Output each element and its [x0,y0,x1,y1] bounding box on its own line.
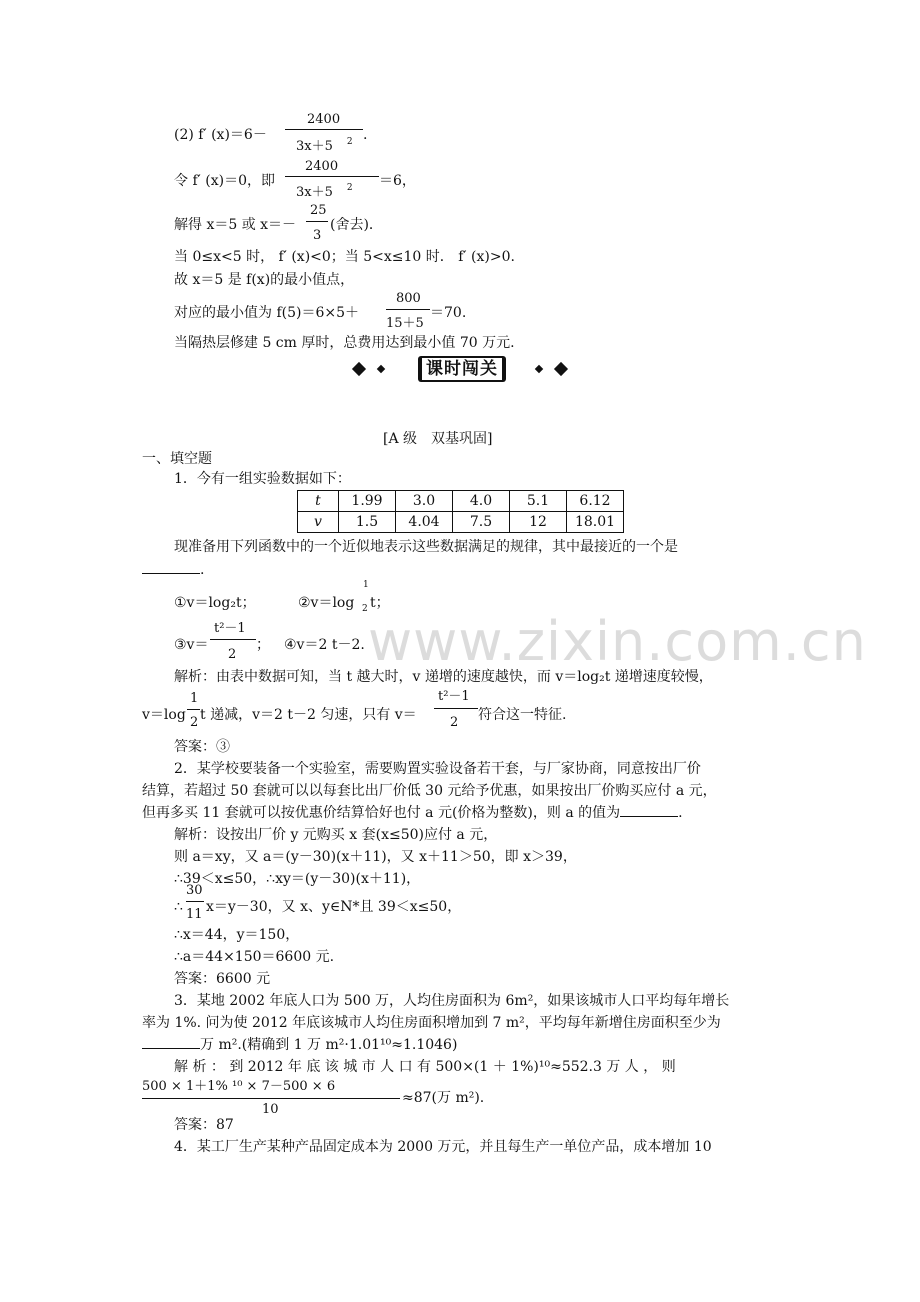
table-cell: 4.0 [453,491,510,512]
fraction-numerator: t²－1 [214,621,246,636]
table-cell: 7.5 [453,512,510,533]
watermark: www.zixin.com.cn [368,610,867,673]
fraction-bar [285,129,363,130]
answer-blank [620,816,678,817]
diamond-small-icon [535,365,543,373]
option-3: ③v＝ [174,637,209,653]
fraction-denominator: 3x＋5 $^2$ [296,137,353,154]
fraction-denominator: 15＋5 [386,316,424,331]
diamond-icon [352,362,366,376]
option-2-tail: t； [370,595,390,611]
q1-stem: 1．今有一组实验数据如下： [174,471,351,487]
q1-answer: 答案：③ [174,739,230,755]
log-base-denominator: 2 [362,604,368,614]
line-min-point: 故 x＝5 是 f(x)的最小值点， [174,272,355,288]
fraction-denominator: 10 [262,1102,279,1117]
table-cell: 3.0 [396,491,453,512]
equals-six: ＝6， [379,173,416,189]
fraction-bar [285,176,379,177]
q2-analysis-1: 解析：设按出厂价 y 元购买 x 套(x≤50)应付 a 元， [174,827,498,843]
q1-analysis-line2-end: 符合这一特征. [478,707,567,723]
fraction-numerator: t²－1 [438,689,470,704]
line-sign-analysis: 当 0≤x<5 时， f′ (x)<0；当 5<x≤10 时． f′ (x)>0. [174,249,515,265]
q2-line2: 结算，若超过 50 套就可以以每套比出厂价低 30 元给予优惠，如果按出厂价购买应付 a 元， [142,783,717,799]
q2-analysis-4-tail: x＝y－30，又 x、y∈N*且 39＜x≤50， [206,899,462,915]
q3-line3: 万 m².(精确到 1 万 m²·1.01¹⁰≈1.1046) [142,1036,457,1054]
table-cell: 12 [510,512,567,533]
fraction-bar [142,1098,400,1099]
diamond-small-icon [377,365,385,373]
line-solution: 解得 x＝5 或 x＝－ [174,217,297,233]
fraction-numerator: 30 [186,883,203,898]
data-table [297,490,624,533]
fraction-bar [187,709,200,710]
fraction-denominator: 2 [450,715,459,730]
banner-title: 课时闯关 [422,358,502,380]
fraction-denominator: 3x＋5 $^2$ [296,183,353,200]
q1-blank-line: . [142,561,204,579]
diamond-icon [554,362,568,376]
table-cell: 18.01 [567,512,624,533]
q2-line1: 2．某学校要装备一个实验室，需要购置实验设备若干套，与厂家协商，同意按出厂价 [174,761,701,777]
fraction-numerator: 800 [396,291,421,306]
option-2: ②v＝log [298,595,355,611]
fraction-denominator: 2 [228,647,237,662]
q2-analysis-3: ∴39＜x≤50，∴xy＝(y－30)(x＋11)， [174,871,421,887]
rejected-note: (舍去)． [330,217,383,233]
fraction-bar [386,309,430,310]
table-cell: 4.04 [396,512,453,533]
result-70: ＝70. [430,305,467,321]
q2-answer: 答案：6600 元 [174,971,271,987]
table-cell: 5.1 [510,491,567,512]
log-base-numerator: 1 [363,580,369,590]
q4-line1: 4．某工厂生产某种产品固定成本为 2000 万元，并且每生产一单位产品，成本增加 10 [174,1139,712,1155]
q3-analysis-1: 解 析 ： 到 2012 年 底 该 城 市 人 口 有 500×(1 ＋ 1%)¹⁰≈552.3 万 人 ， 则 [174,1059,676,1075]
q2-line3: 但再多买 11 套就可以按优惠价结算恰好也付 a 元(价格为整数)，则 a 的值为 . [142,805,683,821]
option-4: ④v＝2 t－2. [284,637,365,653]
q2-analysis-2: 则 a＝xy，又 a＝(y－30)(x＋11)，又 x＋11＞50，即 x＞39， [174,849,577,865]
table-row [298,512,624,533]
q1-analysis-line1: 解析：由表中数据可知，当 t 越大时，v 递增的速度越快，而 v＝log₂t 递增速度较慢， [174,669,713,685]
answer-blank [142,573,200,574]
fraction-bar [210,639,256,640]
section-heading: 一、填空题 [142,451,212,467]
table-cell: 1.5 [339,512,396,533]
option-1: ①v＝log₂t； [174,595,256,611]
fraction-numerator: 2400 [305,159,339,174]
table-row [298,491,624,512]
period: . [363,127,368,143]
table-header: t [298,491,339,512]
q3-analysis-result: ≈87(万 m²). [402,1090,485,1106]
fraction-numerator: 25 [310,203,327,218]
line-min-value: 对应的最小值为 f(5)＝6×5＋ [174,305,360,321]
q3-line1: 3．某地 2002 年底人口为 500 万，人均住房面积为 6m²，如果该城市人口平均每年增长 [174,993,730,1009]
q2-analysis-4: ∴ [174,899,183,915]
line-set-zero: 令 f′ (x)＝0，即 [174,173,275,189]
table-header: v [298,512,339,533]
q1-analysis-line2-mid: t 递减，v＝2 t－2 匀速，只有 v＝ [200,707,417,723]
line-conclusion: 当隔热层修建 5 cm 厚时，总费用达到最小值 70 万元. [174,335,515,351]
fraction-numerator: 2400 [307,112,341,127]
line-derivative: (2) f′ (x)＝6－ [174,127,267,143]
table-cell: 1.99 [339,491,396,512]
q2-analysis-5: ∴x＝44，y＝150， [174,927,300,943]
fraction-denominator: 3 [313,228,322,243]
level-heading: [A 级 双基巩固] [383,431,493,447]
q1-prompt: 现准备用下列函数中的一个近似地表示这些数据满足的规律，其中最接近的一个是 [174,539,678,555]
fraction-bar [434,708,478,709]
section-banner [348,356,576,382]
option-3-end: ； [256,637,270,653]
fraction-numerator: 500 × 1＋1% ¹⁰ × 7－500 × 6 [142,1079,336,1094]
fraction-bar [306,221,328,222]
fraction-denominator: 11 [186,907,203,922]
q3-line2: 率为 1%. 问为使 2012 年底该城市人均住房面积增加到 7 m²，平均每年新增住房面积至少为 [142,1015,721,1031]
q2-analysis-6: ∴a＝44×150＝6600 元. [174,949,335,965]
fraction-denominator: 2 [190,715,199,730]
q3-answer: 答案：87 [174,1117,234,1133]
fraction-numerator: 1 [190,691,199,706]
table-cell: 6.12 [567,491,624,512]
fraction-bar [186,901,204,902]
answer-blank [142,1048,200,1049]
q1-analysis-line2: v＝log [142,707,186,723]
